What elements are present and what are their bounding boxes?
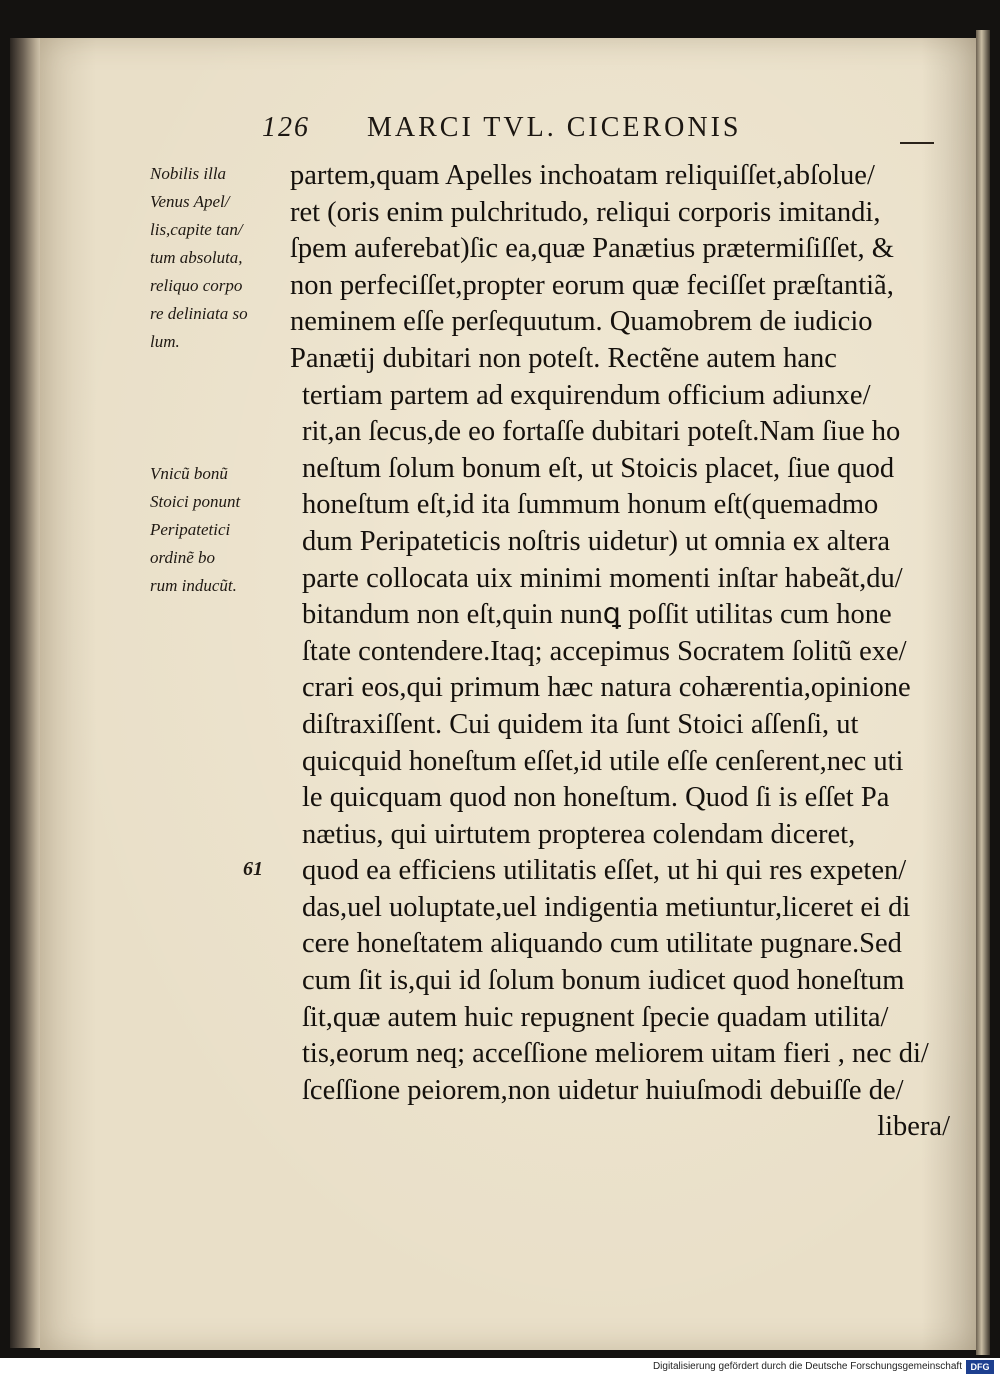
text-line: honeſtum eſt,id ita ſummum honum eſt(quemadmo — [302, 489, 879, 521]
funding-credit: Digitalisierung gefördert durch die Deutsche Forschungsgemeinschaft — [652, 1361, 962, 1372]
text-line: ſtate contendere.Itaq; accepimus Socratem ſolitũ exe/ — [302, 635, 907, 667]
page-edge — [976, 30, 990, 1355]
text-line: partem,quam Apelles inchoatam reliquiſſet,abſolue/ — [290, 160, 875, 191]
text-line: ſceſſione peiorem,non uidetur huiuſmodi debuiſſe de/ — [302, 1074, 904, 1106]
text-line: das,uel uoluptate,uel indigentia metiuntur,liceret ei di — [302, 891, 911, 923]
marginal-line: rum inducũt. — [150, 576, 237, 595]
marginal-line: lis,capite tan/ — [150, 220, 243, 239]
marginal-note-venus — [150, 160, 290, 356]
marginal-line: re deliniata so — [150, 304, 248, 323]
text-line: quicquid honeſtum eſſet,id utile eſſe cenſerent,nec uti — [302, 745, 904, 777]
text-line: crari eos,qui primum hæc natura cohærentia,opinione — [302, 672, 911, 704]
folio-mark: 61 — [243, 858, 263, 880]
text-line: neminem eſſe perſequutum. Quamobrem de iudicio — [290, 306, 873, 338]
marginal-line: Venus Apel/ — [150, 192, 230, 211]
text-line: tis,eorum neq; acceſſione meliorem uitam fieri , nec di/ — [302, 1038, 929, 1070]
page-number: 126 — [262, 112, 310, 143]
text-line: parte collocata uix minimi momenti inſtar habeãt,du/ — [302, 562, 903, 594]
marginal-line: lum. — [150, 332, 180, 351]
marginal-line: Vnicũ bonũ — [150, 464, 228, 483]
marginal-line: ordinẽ bo — [150, 548, 216, 567]
dfg-logo-icon: DFG — [966, 1360, 994, 1374]
marginal-line: Nobilis illa — [150, 164, 227, 183]
catchword: libera/ — [877, 1111, 950, 1143]
text-line: tertiam partem ad exquirendum officium adiunxe/ — [302, 379, 871, 411]
text-line: quod ea efficiens utilitatis eſſet, ut hi qui res expeten/ — [302, 855, 907, 887]
marginal-line: Peripatetici — [150, 520, 231, 539]
text-line: le quicquam quod non honeſtum. Quod ſi is eſſet Pa — [302, 782, 890, 814]
text-line: ſit,quæ autem huic repugnent ſpecie quadam utilita/ — [302, 1001, 889, 1033]
text-line: non perfeciſſet,propter eorum quæ feciſſet præſtantiã, — [290, 269, 894, 301]
book-spine — [10, 38, 42, 1348]
text-line: diſtraxiſſent. Cui quidem ita ſunt Stoici aſſenſi, ut — [302, 708, 859, 740]
marginal-line: reliquo corpo — [150, 276, 243, 295]
running-head — [262, 112, 902, 144]
body-text — [290, 158, 950, 1146]
text-line: Panætij dubitari non poteſt. Rectẽne autem hanc — [290, 342, 837, 374]
text-line: bitandum non eſt,quin nunꝗ poſſit utilitas cum hone — [302, 599, 892, 631]
text-line: ret (oris enim pulchritudo, reliqui corporis imitandi, — [290, 196, 881, 228]
text-line: cum ſit is,qui id ſolum bonum iudicet quod honeſtum — [302, 965, 905, 997]
marginal-note-stoici — [150, 460, 290, 600]
text-line: dum Peripateticis noſtris uidetur) ut omnia ex altera — [302, 525, 891, 557]
text-line: nætius, qui uirtutem propterea colendam diceret, — [302, 818, 856, 850]
text-line: cere honeſtatem aliquando cum utilitate pugnare.Sed — [302, 928, 902, 960]
head-rule — [900, 142, 934, 144]
text-line: ſpem auferebat)ſic ea,quæ Panætius prætermiſiſſet, & — [290, 233, 894, 265]
marginal-line: tum absoluta, — [150, 248, 243, 267]
text-line: rit,an ſecus,de eo fortaſſe dubitari poteſt.Nam ſiue ho — [302, 416, 901, 448]
running-title: MARCI TVL. CICERONIS — [367, 112, 742, 143]
marginal-line: Stoici ponunt — [150, 492, 241, 511]
text-line: neſtum ſolum bonum eſt, ut Stoicis placet, ſiue quod — [302, 452, 895, 484]
